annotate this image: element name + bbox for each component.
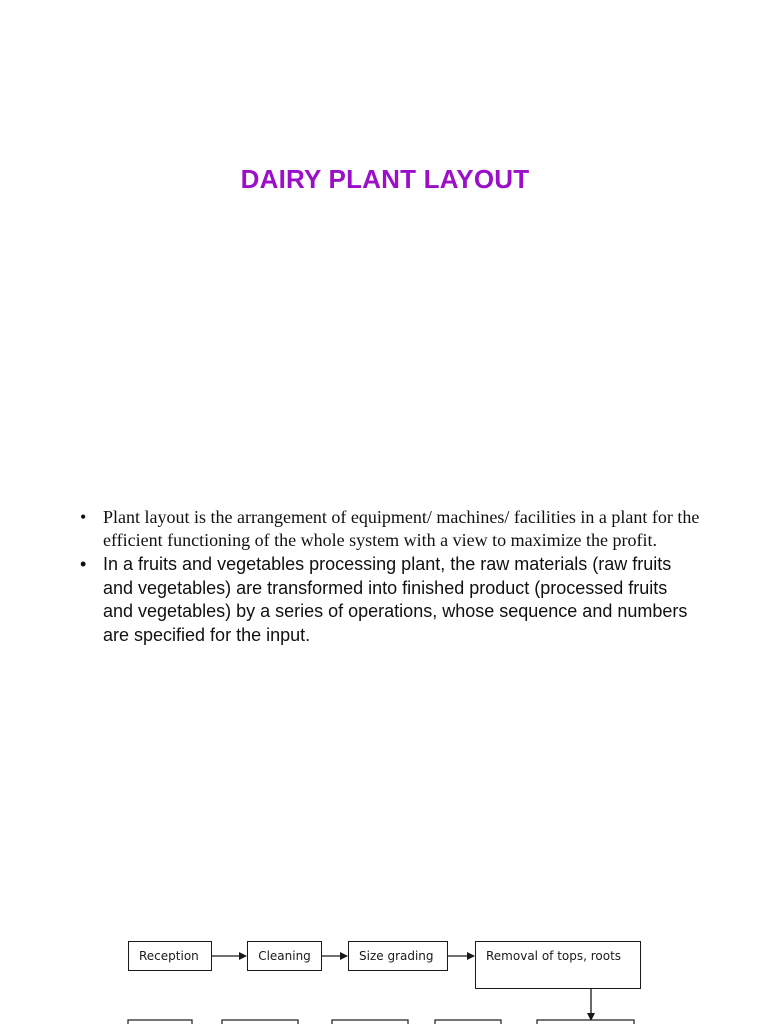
flow-step-box — [435, 1020, 501, 1024]
process-flowchart — [0, 920, 768, 1024]
flow-step-cleaning — [247, 941, 322, 971]
flow-step-label: Size grading — [359, 949, 434, 963]
page-title: DAIRY PLANT LAYOUT — [240, 164, 530, 194]
flow-step-removal-of-tops-roots — [475, 941, 641, 989]
flow-step-reception — [128, 941, 212, 971]
bullet-marker: • — [80, 507, 87, 527]
flow-step-size-grading — [348, 941, 448, 971]
bullet-text: In a fruits and vegetables processing plant, the raw materials (raw fruits and vegetables) are transformed into finished product (processed fruits and vegetables) by a series of operations, whose sequence and numbers are specified for the input. — [103, 554, 688, 645]
bullet-text: Plant layout is the arrangement of equipment/ machines/ facilities in a plant for the efficient functioning of the whole system with a view to maximize the profit. — [103, 507, 700, 550]
flowchart-connectors — [0, 920, 768, 1024]
bullet-marker: • — [80, 554, 87, 574]
flow-step-box — [537, 1020, 634, 1024]
flow-step-label: Removal of tops, roots — [486, 949, 622, 963]
flow-step-box — [222, 1020, 298, 1024]
bullet-item — [80, 506, 700, 551]
bullet-list — [80, 506, 700, 647]
bullet-item — [80, 553, 700, 647]
flow-step-label: Reception — [139, 949, 199, 963]
flow-step-label: Cleaning — [258, 949, 311, 963]
flow-step-box — [332, 1020, 408, 1024]
flow-step-box — [128, 1020, 192, 1024]
